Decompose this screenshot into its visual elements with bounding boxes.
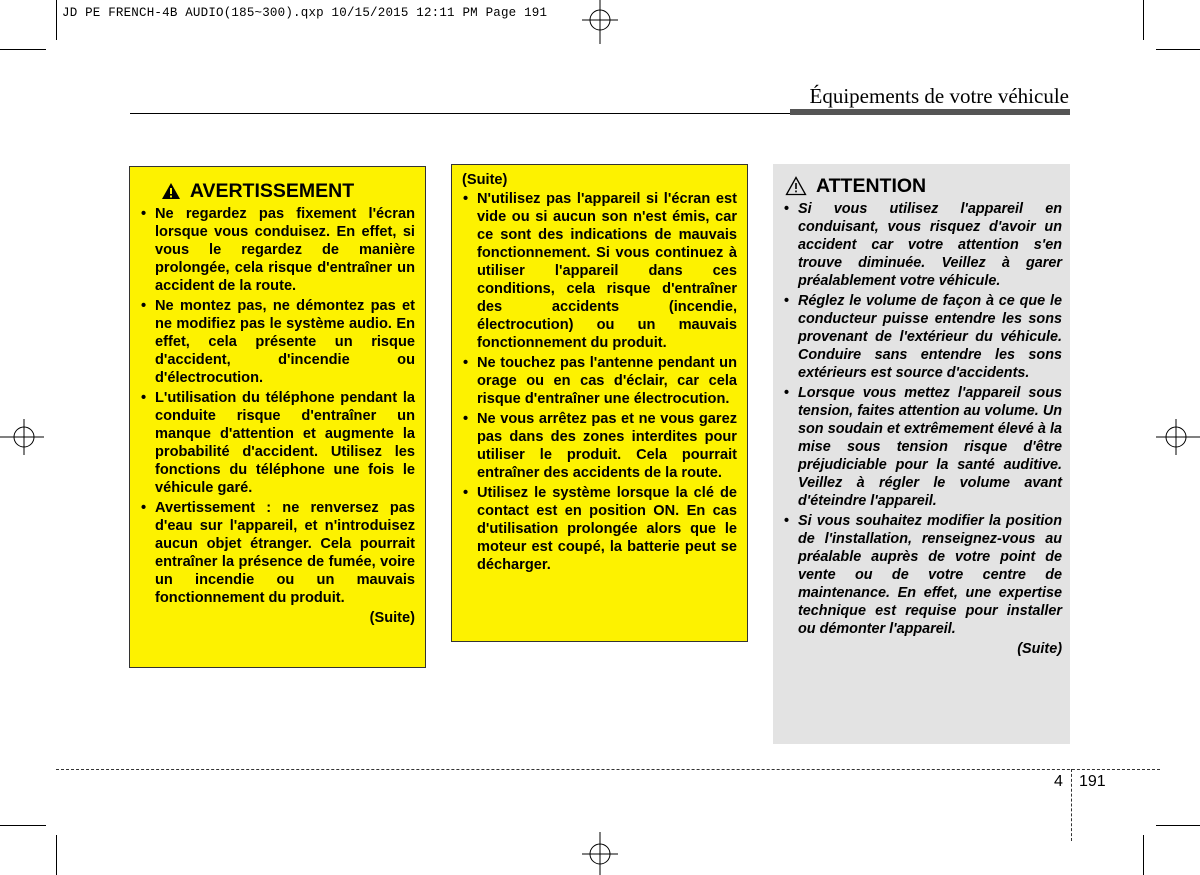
bullet: • bbox=[784, 293, 790, 309]
registration-mark-icon bbox=[580, 0, 620, 44]
list-item-text: Avertissement : ne renversez pas d'eau sur l'appareil, et n'introduisez aucun objet étranger. Cela pourrait entraîner la présence de fumée, voire un incendie ou un mauvais fonctionnement du produit. bbox=[155, 500, 415, 606]
chapter-number: 4 bbox=[1054, 773, 1063, 790]
warning-box bbox=[129, 166, 426, 668]
attention-list bbox=[783, 200, 1062, 638]
list-item-text: Si vous utilisez l'appareil en conduisant, vous risquez d'avoir un accident car votre attention s'en trouve diminuée. Veillez à garer préalablement votre véhicule. bbox=[798, 201, 1062, 289]
page-number: 191 bbox=[1079, 773, 1106, 790]
bullet: • bbox=[463, 355, 469, 371]
list-item-text: Utilisez le système lorsque la clé de contact est en position ON. En cas d'utilisation prolongée alors que le moteur est coupé, la batterie peut se décharger. bbox=[477, 485, 737, 573]
list-item bbox=[783, 200, 1062, 290]
bullet: • bbox=[141, 206, 147, 222]
list-item-text: Ne touchez pas l'antenne pendant un orage ou en cas d'éclair, car cela risque d'entraîner une électrocution. bbox=[477, 355, 737, 407]
list-item bbox=[783, 384, 1062, 510]
registration-mark-icon bbox=[580, 832, 620, 875]
list-item bbox=[462, 354, 737, 408]
bullet: • bbox=[141, 500, 147, 516]
footer-dashed-rule bbox=[56, 769, 1160, 770]
section-title: Équipements de votre véhicule bbox=[809, 84, 1069, 108]
warning-list bbox=[140, 205, 415, 607]
caution-triangle-icon bbox=[785, 176, 807, 196]
list-item bbox=[140, 389, 415, 497]
list-item-text: Réglez le volume de façon à ce que le conducteur puisse entendre les sons provenant de l'extérieur du véhicule. Conduire sans entendre les sons extérieurs est source d'accidents. bbox=[798, 293, 1062, 381]
print-slug: JD PE FRENCH-4B AUDIO(185~300).qxp 10/15/2015 12:11 PM Page 191 bbox=[62, 6, 548, 20]
list-item-text: Lorsque vous mettez l'appareil sous tension, faites attention au volume. Un son soudain et extrêmement élevé à la mise sous tension risque d'être préjudiciable pour la santé auditive. Veillez à régler le volume avant d'éteindre l'appareil. bbox=[798, 385, 1062, 509]
bullet: • bbox=[784, 513, 790, 529]
bullet: • bbox=[141, 390, 147, 406]
crop-mark bbox=[1156, 825, 1200, 826]
list-item-text: Si vous souhaitez modifier la position de l'installation, renseignez-vous au préalable auprès de votre point de vente ou de votre centre de maintenance. En effet, une expertise technique est requise pour installer ou démonter l'appareil. bbox=[798, 513, 1062, 637]
registration-mark-icon bbox=[1156, 417, 1200, 457]
list-item bbox=[462, 410, 737, 482]
crop-mark bbox=[0, 825, 46, 826]
crop-mark bbox=[56, 0, 57, 40]
list-item-text: L'utilisation du téléphone pendant la conduite risque d'entraîner un manque d'attention et augmente la probabilité d'accident. Utilisez les fonctions du téléphone une fois le véhicule garé. bbox=[155, 390, 415, 496]
crop-mark bbox=[1156, 49, 1200, 50]
list-item bbox=[462, 190, 737, 352]
list-item-text: Ne regardez pas fixement l'écran lorsque vous conduisez. En effet, si vous le regardez de manière prolongée, cela risque d'entraîner un accident de la route. bbox=[155, 206, 415, 294]
bullet: • bbox=[784, 201, 790, 217]
warning-title: AVERTISSEMENT bbox=[189, 180, 355, 202]
attention-box bbox=[773, 164, 1070, 744]
registration-mark-icon bbox=[0, 417, 44, 457]
footer-vertical-rule bbox=[1071, 769, 1072, 841]
list-item-text: N'utilisez pas l'appareil si l'écran est vide ou si aucun son n'est émis, car ce sont des indications de mauvais fonctionnement. Si vous continuez à utiliser l'appareil dans ces conditions, cela risque d'entraîner des accidents (incendie, électrocution) ou un mauvais fonctionnement du produit. bbox=[477, 191, 737, 351]
list-item bbox=[140, 499, 415, 607]
header-rule bbox=[130, 113, 790, 114]
list-item-text: Ne montez pas, ne démontez pas et ne modifiez pas le système audio. En effet, cela présente un risque d'accident, d'incendie ou d'électrocution. bbox=[155, 298, 415, 386]
list-item bbox=[462, 484, 737, 574]
crop-mark bbox=[56, 835, 57, 875]
warning-triangle-icon bbox=[161, 182, 181, 200]
bullet: • bbox=[141, 298, 147, 314]
bullet: • bbox=[463, 485, 469, 501]
header-rule-thick bbox=[790, 109, 1070, 115]
continued-list bbox=[462, 190, 737, 574]
continued-label: (Suite) bbox=[462, 172, 508, 188]
continued-warning-box bbox=[451, 164, 748, 642]
crop-mark bbox=[1143, 835, 1144, 875]
list-item-text: Ne vous arrêtez pas et ne vous garez pas dans des zones interdites pour utiliser le produit. Cela pourrait entraîner des accidents de la route. bbox=[477, 411, 737, 481]
crop-mark bbox=[0, 49, 46, 50]
continued-label: (Suite) bbox=[1017, 641, 1062, 657]
continued-label: (Suite) bbox=[369, 610, 415, 626]
list-item bbox=[140, 205, 415, 295]
list-item bbox=[783, 292, 1062, 382]
bullet: • bbox=[463, 191, 469, 207]
attention-header bbox=[785, 172, 1062, 200]
bullet: • bbox=[463, 411, 469, 427]
attention-title: ATTENTION bbox=[816, 175, 927, 197]
crop-mark bbox=[1143, 0, 1144, 40]
list-item bbox=[140, 297, 415, 387]
warning-header bbox=[140, 177, 415, 205]
bullet: • bbox=[784, 385, 790, 401]
list-item bbox=[783, 512, 1062, 638]
